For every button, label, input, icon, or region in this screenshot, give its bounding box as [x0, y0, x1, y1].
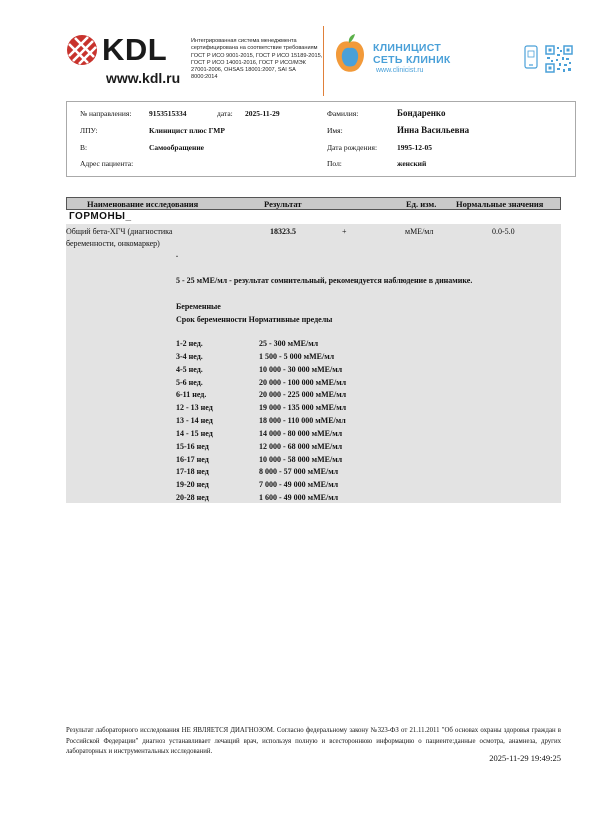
norm-week: 20-28 нед [176, 493, 209, 503]
patient-info-box [66, 101, 576, 177]
in-value: Самообращение [149, 143, 204, 152]
dob-label: Дата рождения: [327, 143, 378, 152]
header-unit: Ед. изм. [406, 199, 437, 209]
norm-week: 3-4 нед. [176, 351, 203, 361]
result-flag: + [342, 227, 347, 236]
note-main: 5 - 25 мМЕ/мл - результат сомнительный, рекомендуется наблюдение в динамике. [176, 276, 473, 285]
date-value: 2025-11-29 [245, 109, 280, 118]
result-norm: 0.0-5.0 [492, 227, 515, 236]
referral-label: № направления: [80, 109, 132, 118]
date-label: дата: [217, 109, 233, 118]
norm-week: 12 - 13 нед [176, 403, 213, 413]
kdl-brand-name: KDL [102, 32, 168, 67]
norm-week: 15-16 нед [176, 441, 209, 451]
norm-range: 10 000 - 30 000 мМЕ/мл [259, 364, 343, 374]
legal-disclaimer: Результат лабораторного исследования НЕ ЯВЛЯЕТСЯ ДИАГНОЗОМ. Согласно федеральному закону №323-ФЗ от 21.11.2011 "Об основах охраны здоровья граждан в Российской Федерации" диагноз устанавливает лечащий врач, используя полную и всестороннюю информацию о пациенте:данные осмотра, анамнеза, других лабораторных и инструментальных исследований. [66, 727, 561, 755]
dob-value: 1995-12-05 [397, 143, 432, 152]
surname-value: Бондаренко [397, 108, 446, 118]
qr-code-icon [545, 45, 573, 73]
result-unit: мМЕ/мл [405, 227, 434, 236]
sex-value: женский [397, 159, 427, 168]
norm-week: 6-11 нед. [176, 390, 207, 400]
norm-week: 16-17 нед [176, 454, 209, 464]
in-label: В: [80, 143, 88, 152]
norm-week: 17-18 нед [176, 467, 209, 477]
header-norm: Нормальные значения [456, 199, 544, 209]
clinicist-logo-icon [333, 34, 367, 76]
norm-range: 7 000 - 49 000 мМЕ/мл [259, 480, 339, 490]
clinic-name-line1: КЛИНИЦИСТ [373, 42, 442, 54]
name-label: Имя: [327, 126, 343, 135]
printed-timestamp: 2025-11-29 19:49:25 [489, 753, 561, 763]
note-dot: . [176, 250, 178, 259]
clinic-name-line2: СЕТЬ КЛИНИК [373, 54, 451, 66]
norm-week: 13 - 14 нед [176, 416, 213, 426]
norm-range: 10 000 - 58 000 мМЕ/мл [259, 454, 343, 464]
result-value: 18323.5 [270, 227, 296, 236]
norm-range: 25 - 300 мМЕ/мл [259, 339, 319, 348]
norm-range: 8 000 - 57 000 мМЕ/мл [259, 467, 339, 477]
address-label: Адрес пациента: [80, 159, 134, 168]
norm-range: 20 000 - 225 000 мМЕ/мл [259, 390, 347, 400]
lpu-label: ЛПУ: [80, 126, 98, 135]
norm-range: 1 600 - 49 000 мМЕ/мл [259, 493, 339, 503]
test-name: Общий бета-ХГЧ (диагностика беременности, онкомаркер) [66, 227, 173, 248]
header-result: Результат [264, 199, 302, 209]
kdl-logo-icon [66, 34, 98, 66]
note-pregnant: Беременные [176, 302, 221, 311]
norm-week: 5-6 нед. [176, 377, 203, 387]
note-columns: Срок беременности Нормативные пределы [176, 315, 333, 324]
phone-icon [524, 45, 538, 69]
norm-range: 14 000 - 80 000 мМЕ/мл [259, 428, 343, 438]
certification-text: Интегрированная система менеджмента сертифицирована на соответствие требованиям ГОСТ Р ИСО 9001-2015, ГОСТ Р ИСО 15189-2015, ГОСТ Р ИСО 14001-2016, ГОСТ Р ИСО/МЭК 27001-2006, OHSAS 18001:2007, SAI SA 8000:2014 [191, 38, 323, 81]
kdl-logo [66, 34, 186, 90]
norm-range: 12 000 - 68 000 мМЕ/мл [259, 441, 343, 451]
sex-label: Пол: [327, 159, 342, 168]
norm-range: 1 500 - 5 000 мМЕ/мл [259, 351, 335, 361]
surname-label: Фамилия: [327, 109, 359, 118]
name-value: Инна Васильевна [397, 125, 470, 135]
group-title: ГОРМОНЫ_ [69, 211, 132, 222]
norm-range: 20 000 - 100 000 мМЕ/мл [259, 377, 347, 387]
norm-week: 19-20 нед [176, 480, 209, 490]
clinic-website: www.clinicist.ru [376, 67, 424, 74]
kdl-website: www.kdl.ru [106, 70, 181, 86]
header-test-name: Наименование исследования [87, 199, 199, 209]
header-divider [323, 26, 324, 96]
norm-week: 4-5 нед. [176, 364, 203, 374]
results-table-header [66, 197, 561, 210]
referral-value: 9153515334 [149, 109, 187, 118]
norm-week: 1-2 нед. [176, 339, 203, 348]
norm-range: 19 000 - 135 000 мМЕ/мл [259, 403, 347, 413]
clinicist-logo [333, 34, 463, 80]
norm-range: 18 000 - 110 000 мМЕ/мл [259, 416, 346, 426]
norm-week: 14 - 15 нед [176, 428, 213, 438]
lpu-value: Клиницист плюс ГМР [149, 126, 225, 135]
